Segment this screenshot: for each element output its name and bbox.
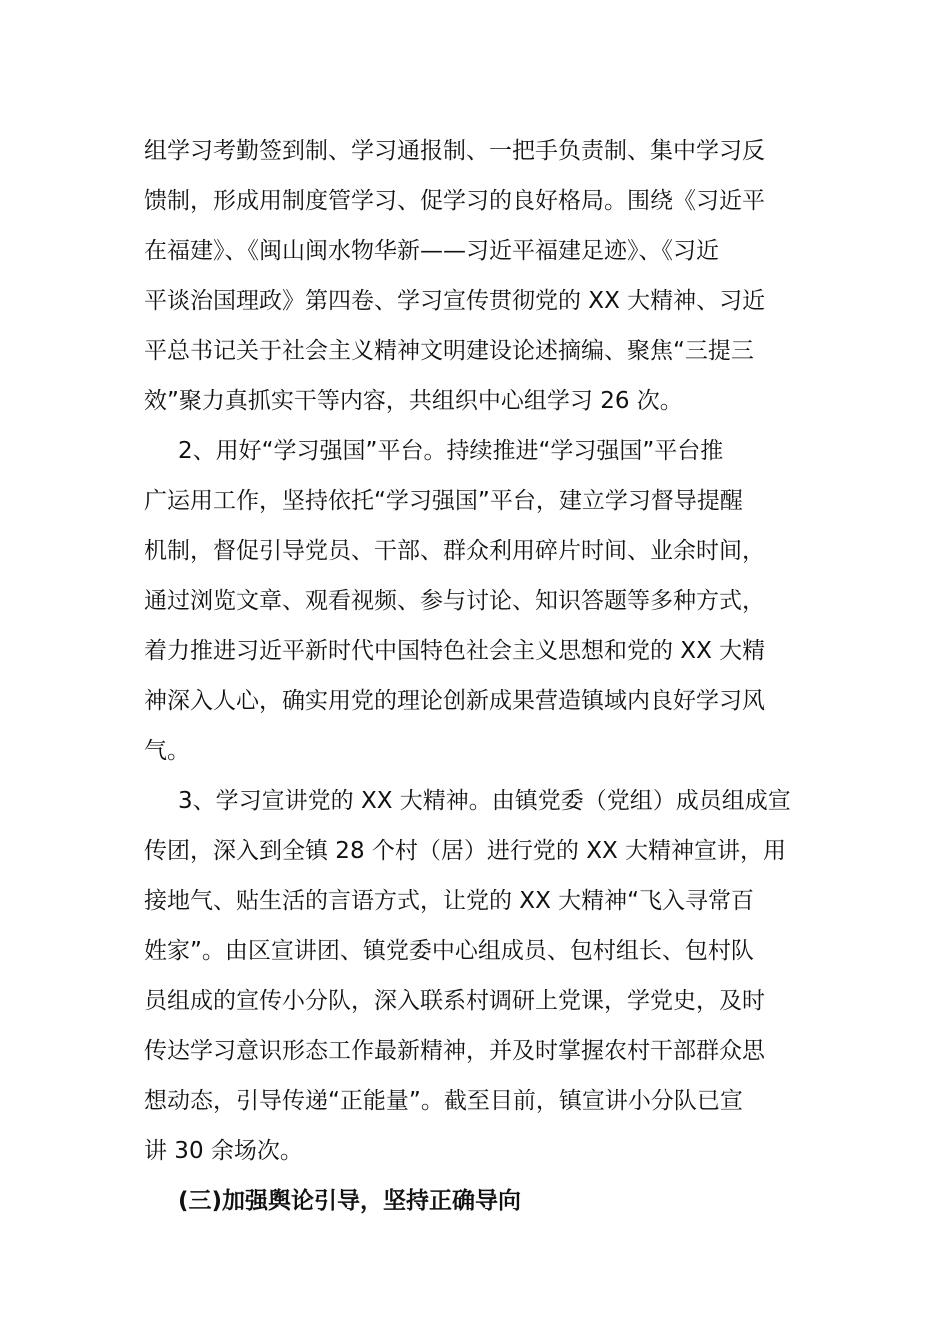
text-line: 讲 30 余场次。 xyxy=(144,1138,303,1164)
text-line: 机制，督促引导党员、干部、群众利用碎片时间、业余时间， xyxy=(144,538,765,564)
text-line: 气。 xyxy=(144,738,190,764)
text-line: 姓家”。由区宣讲团、镇党委中心组成员、包村组长、包村队 xyxy=(144,938,754,964)
text-line: 平总书记关于社会主义精神文明建设论述摘编、聚焦“三提三 xyxy=(144,338,754,364)
text-line: 效”聚力真抓实干等内容，共组织中心组学习 26 次。 xyxy=(144,388,683,414)
text-line: 传达学习意识形态工作最新精神，并及时掌握农村干部群众思 xyxy=(144,1038,765,1064)
text-line: 通过浏览文章、观看视频、参与讨论、知识答题等多种方式， xyxy=(144,588,765,614)
text-line: 着力推进习近平新时代中国特色社会主义思想和党的 XX 大精 xyxy=(144,638,766,664)
text-line: 想动态，引导传递“正能量”。截至目前，镇宣讲小分队已宣 xyxy=(144,1088,743,1114)
paragraph-study-platform xyxy=(144,426,810,776)
paragraph-study-system xyxy=(144,126,810,426)
text-line: 广运用工作，坚持依托“学习强国”平台，建立学习督导提醒 xyxy=(144,488,743,514)
text-line: 组学习考勤签到制、学习通报制、一把手负责制、集中学习反 xyxy=(144,138,765,164)
paragraph-propaganda xyxy=(144,776,810,1176)
text-line: 传团，深入到全镇 28 个村（居）进行党的 XX 大精神宣讲，用 xyxy=(144,838,787,864)
text-line: 平谈治国理政》第四卷、学习宣传贯彻党的 XX 大精神、习近 xyxy=(144,288,766,314)
text-line: 接地气、贴生活的言语方式，让党的 XX 大精神“飞入寻常百 xyxy=(144,888,755,914)
text-line: 员组成的宣传小分队，深入联系村调研上党课，学党史，及时 xyxy=(144,988,765,1014)
text-line: 2、用好“学习强国”平台。持续推进“学习强国”平台推 xyxy=(178,438,724,464)
section-heading xyxy=(144,1176,810,1226)
text-line: 馈制，形成用制度管学习、促学习的良好格局。围绕《习近平 xyxy=(144,188,765,214)
text-line: 3、学习宣讲党的 XX 大精神。由镇党委（党组）成员组成宣 xyxy=(178,788,791,814)
section-heading-text: (三)加强舆论引导，坚持正确导向 xyxy=(178,1188,522,1214)
text-line: 神深入人心，确实用党的理论创新成果营造镇域内良好学习风 xyxy=(144,688,765,714)
text-line: 在福建》、《闽山闽水物华新——习近平福建足迹》、《习近 xyxy=(144,238,719,264)
document-body xyxy=(144,126,810,1226)
